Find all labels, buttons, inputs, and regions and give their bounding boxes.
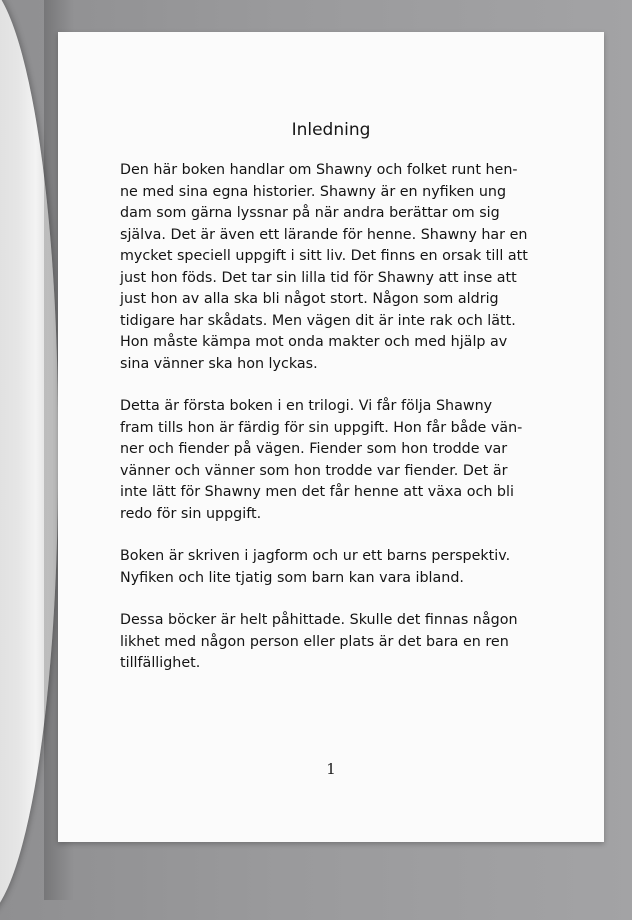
page-body [120, 160, 550, 696]
text-line: ner och fiender på vägen. Fiender som hon trodde var [120, 441, 508, 457]
paragraph-3 [120, 546, 550, 589]
text-line: Dessa böcker är helt påhittade. Skulle det finnas någon [120, 612, 518, 628]
text-line: Den här boken handlar om Shawny och folket runt hen- [120, 162, 518, 178]
page-title: Inledning [291, 120, 371, 140]
text-line: vänner och vänner som hon trodde var fiender. Det är [120, 462, 508, 479]
text-line: inte lätt för Shawny men det får henne att växa och bli [120, 484, 514, 500]
text-line: Detta är första boken i en trilogi. Vi får följa Shawny [120, 398, 493, 414]
text-line: Boken är skriven i jagform och ur ett barns perspektiv. [120, 548, 511, 564]
paragraph-1 [120, 160, 550, 375]
page-number: 1 [326, 760, 336, 778]
text-line: likhet med någon person eller plats är det bara en ren [120, 633, 509, 650]
book-page [58, 32, 604, 842]
text-line: fram tills hon är färdig för sin uppgift. Hon får både vän- [120, 419, 523, 436]
text-line: just hon föds. Det tar sin lilla tid för Shawny att inse att [120, 269, 517, 286]
text-line: Nyfiken och lite tjatig som barn kan vara ibland. [120, 569, 464, 586]
text-line: ne med sina egna historier. Shawny är en nyfiken ung [120, 183, 507, 200]
paragraph-4 [120, 610, 550, 675]
text-line: dam som gärna lyssnar på när andra berättar om sig [120, 205, 500, 221]
text-line: tillfällighet. [120, 655, 201, 671]
text-line: just hon av alla ska bli något stort. Någon som aldrig [120, 291, 499, 307]
text-line: sina vänner ska hon lyckas. [120, 355, 318, 372]
paragraph-2 [120, 396, 550, 525]
text-line: mycket speciell uppgift i sitt liv. Det finns en orsak till att [120, 248, 528, 264]
text-line: redo för sin uppgift. [120, 505, 262, 522]
text-line: själva. Det är även ett lärande för henne. Shawny har en [120, 226, 528, 243]
text-line: Hon måste kämpa mot onda makter och med hjälp av [120, 334, 508, 350]
text-line: tidigare har skådats. Men vägen dit är inte rak och lätt. [120, 312, 516, 329]
